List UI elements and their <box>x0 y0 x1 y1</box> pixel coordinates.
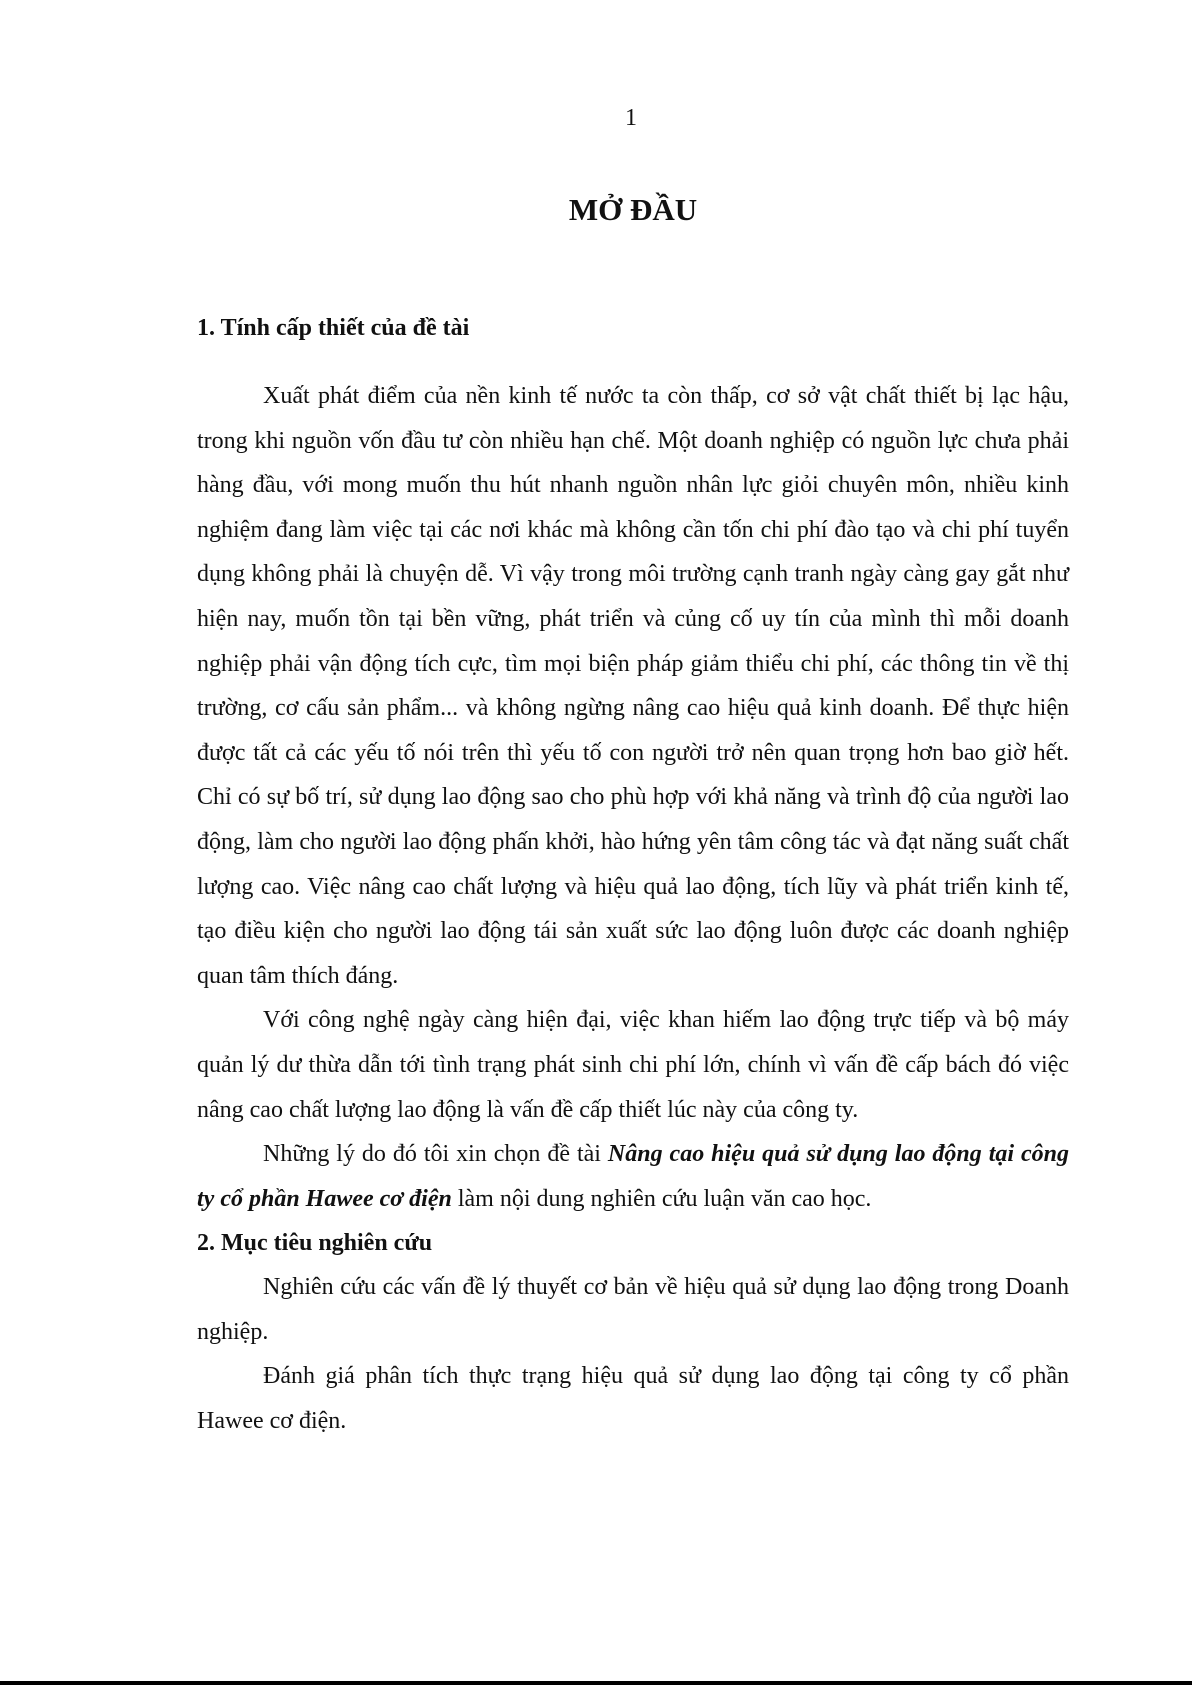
paragraph-topic-choice <box>197 1132 1069 1221</box>
paragraph-objective-theory: Nghiên cứu các vấn đề lý thuyết cơ bản về hiệu quả sử dụng lao động trong Doanh nghiệp. <box>197 1274 1069 1345</box>
page-number: 1 <box>625 105 637 131</box>
topic-tail-text: làm nội dung nghiên cứu luận văn cao học. <box>451 1185 872 1212</box>
topic-lead-text: Những lý do đó tôi xin chọn đề tài <box>263 1141 608 1168</box>
page-content <box>197 190 1069 1444</box>
page-title: MỞ ĐẦU <box>568 192 698 227</box>
paragraph-objective-analysis: Đánh giá phân tích thực trạng hiệu quả sử dụng lao động tại công ty cổ phần Hawee cơ điện. <box>197 1363 1069 1435</box>
thesis-topic: Nâng cao hiệu quả sử dụng lao động tại công ty cổ phần Hawee cơ điện <box>197 1141 1069 1212</box>
paragraph-background: Xuất phát điểm của nền kinh tế nước ta còn thấp, cơ sở vật chất thiết bị lạc hậu, trong khi nguồn vốn đầu tư còn nhiều hạn chế. Một doanh nghiệp có nguồn lực chưa phải hàng đầu, với mong muốn thu hút nhanh nguồn nhân lực giỏi chuyên môn, nhiều kinh nghiệm đang làm việc tại các nơi khác mà không cần tốn chi phí đào tạo và chi phí tuyển dụng không phải là chuyện dễ. Vì vậy trong môi trường cạnh tranh ngày càng gay gắt như hiện nay, muốn tồn tại bền vững, phát triển và củng cố uy tín của mình thì mỗi doanh nghiệp phải vận động tích cực, tìm mọi biện pháp giảm thiểu chi phí, các thông tin về thị trường, cơ cấu sản phẩm... và không ngừng nâng cao hiệu quả kinh doanh. Để thực hiện được tất cả các yếu tố nói trên thì yếu tố con người trở nên quan trọng hơn bao giờ hết. Chỉ có sự bố trí, sử dụng lao động sao cho phù hợp với khả năng và trình độ của người lao động, làm cho người lao động phấn khởi, hào hứng yên tâm công tác và đạt năng suất chất lượng cao. Việc nâng cao chất lượng và hiệu quả lao động, tích lũy và phát triển kinh tế, tạo điều kiện cho người lao động tái sản xuất sức lao động luôn được các doanh nghiệp quan tâm thích đáng. <box>197 383 1069 989</box>
section-heading-urgency: 1. Tính cấp thiết của đề tài <box>197 315 470 341</box>
section-heading-objectives: 2. Mục tiêu nghiên cứu <box>197 1230 433 1257</box>
bottom-edge-rule <box>0 1681 1192 1685</box>
paragraph-technology: Với công nghệ ngày càng hiện đại, việc khan hiếm lao động trực tiếp và bộ máy quản lý dư thừa dẫn tới tình trạng phát sinh chi phí lớn, chính vì vấn đề cấp bách đó việc nâng cao chất lượng lao động là vấn đề cấp thiết lúc này của công ty. <box>197 1007 1069 1123</box>
